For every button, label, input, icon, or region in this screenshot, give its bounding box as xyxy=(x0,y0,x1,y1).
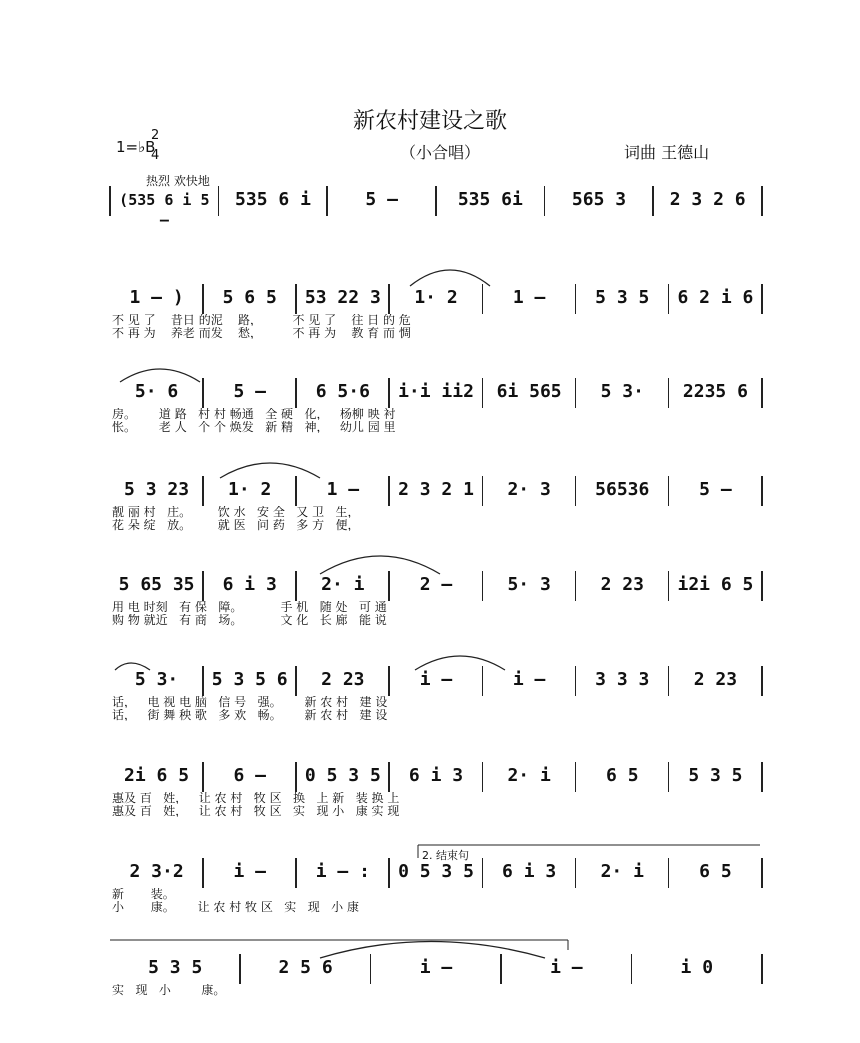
measure-notes: 5 3 5 xyxy=(688,765,743,786)
measure-notes: i – xyxy=(512,669,546,690)
measure-notes: 53 22 3 xyxy=(304,287,381,308)
measure-notes: 56536 xyxy=(595,479,650,500)
measure-notes: 2· i xyxy=(321,574,365,595)
volta-label: 2. 结束句 xyxy=(422,849,469,862)
measure-notes: 5 3 5 6 xyxy=(211,669,288,690)
measure-notes: 5 3 5 xyxy=(595,287,650,308)
measure-notes: i – : xyxy=(315,861,370,882)
lyrics-verse-2: 话， 街 舞 秧 歌 多 欢 畅。 新 农 村 建 设 xyxy=(112,709,388,721)
measure-notes: 6 2 i 6 xyxy=(677,287,754,308)
slur xyxy=(220,463,320,478)
measure-notes: 6 i 3 xyxy=(222,574,277,595)
lyrics-verse-1: 用 电 时刻 有 保 障。 手 机 随 处 可 通 xyxy=(112,601,387,613)
measure-notes: 2 3 2 1 xyxy=(398,479,474,500)
time-signature-top: 2 xyxy=(151,128,160,143)
measure-notes: 2 23 xyxy=(693,669,738,690)
measure-notes: 6 5·6 xyxy=(315,381,370,402)
measure-notes: 535 6 i xyxy=(235,189,311,210)
measure-notes: (535 6 i 5 – xyxy=(119,191,210,229)
measure-notes: 2 23 xyxy=(600,574,644,595)
measure-notes: 5 65 35 xyxy=(118,574,195,595)
lyrics-verse-2: 购 物 就近 有 商 场。 文 化 长 廊 能 说 xyxy=(112,614,387,626)
measure-notes: 565 3 xyxy=(571,189,627,210)
lyrics-verse-1: 靓 丽 村 庄。 饮 水 安 全 又 卫 生， xyxy=(112,506,360,518)
measure-notes: 2 23 xyxy=(321,669,365,690)
lyrics-verse-1: 新 装。 xyxy=(112,888,175,900)
measure-notes: 5 3· xyxy=(600,381,644,402)
measure-notes: 5· 3 xyxy=(507,574,551,595)
measure-notes: 3 3 3 xyxy=(595,669,650,690)
measure-notes: 1 – xyxy=(326,479,360,500)
tempo-marking: 热烈 欢快地 xyxy=(146,174,210,188)
lyrics-verse-2: 花 朵 绽 放。 就 医 问 药 多 方 便， xyxy=(112,519,360,531)
lyrics-verse-2: 怅。 老 人 个 个 焕发 新 精 神， 幼儿 园 里 xyxy=(112,421,396,433)
lyrics-verse-1: 不 见 了 昔日 的泥 路， 不 见 了 往 日 的 危 xyxy=(112,314,411,326)
measure-notes: 5 6 5 xyxy=(222,287,277,308)
measure-notes: 1 – ) xyxy=(129,287,184,308)
measure-notes: 5 3 23 xyxy=(124,479,190,500)
measure-notes: i2i 6 5 xyxy=(677,574,754,595)
slur xyxy=(120,369,200,382)
slur xyxy=(115,663,150,670)
measure-notes: 6 5 xyxy=(606,765,639,786)
measure-notes: 5· 6 xyxy=(134,381,179,402)
measure-notes: i – xyxy=(419,669,453,690)
key-signature: 1=♭B xyxy=(116,138,156,156)
slur xyxy=(320,556,440,574)
measure-notes: 2 5 6 xyxy=(278,957,333,978)
measure-notes: 2· i xyxy=(600,861,644,882)
lyrics-verse-2: 不 再 为 养老 而发 愁， 不 再 为 教 育 而 惆 xyxy=(112,327,411,339)
measure-notes: 5 3· xyxy=(134,669,179,690)
measure-notes: 5 – xyxy=(365,189,398,210)
measure-notes: 6i 565 xyxy=(496,381,562,402)
measure-notes: 5 – xyxy=(699,479,732,500)
measure-notes: i·i ii2 xyxy=(398,381,474,402)
measure-notes: 1· 2 xyxy=(414,287,458,308)
measure-notes: 2 3 2 6 xyxy=(669,189,746,210)
measure-notes: 1· 2 xyxy=(228,479,272,500)
lyrics-verse-1: 房。 道 路 村 村 畅通 全 硬 化， 杨柳 映 衬 xyxy=(112,408,396,420)
measure-notes: 6 – xyxy=(233,765,266,786)
lyrics-verse-1: 话， 电 视 电 脑 信 号 强。 新 农 村 建 设 xyxy=(112,696,388,708)
measure-notes: 1 – xyxy=(512,287,546,308)
measure-notes: i – xyxy=(550,957,583,978)
measure-notes: 2i 6 5 xyxy=(124,765,190,786)
song-subtitle: （小合唱） xyxy=(399,143,480,162)
measure-notes: 2 – xyxy=(419,574,453,595)
measure-notes: 2· 3 xyxy=(507,479,551,500)
measure-notes: 0 5 3 5 xyxy=(304,765,381,786)
measure-notes: 2· i xyxy=(507,765,551,786)
measure-notes: 2 3·2 xyxy=(129,861,184,882)
measure-notes: i – xyxy=(233,861,266,882)
measure-notes: 2235 6 xyxy=(682,381,748,402)
lyrics-verse-2: 小 康。 让 农 村 牧 区 实 现 小 康 xyxy=(112,901,359,913)
lyrics-verse-1: 惠及 百 姓， 让 农 村 牧 区 换 上 新 装 换 上 xyxy=(112,792,400,804)
slur xyxy=(410,270,490,286)
song-title: 新农村建设之歌 xyxy=(352,109,507,134)
measure-notes: 535 6i xyxy=(457,189,523,210)
measure-notes: 6 i 3 xyxy=(408,765,464,786)
lyrics-verse-1: 实 现 小 康。 xyxy=(112,984,226,996)
measure-notes: 0 5 3 5 xyxy=(398,861,474,882)
measure-notes: 6 5 xyxy=(699,861,732,882)
slur xyxy=(320,942,545,959)
measure-notes: i – xyxy=(419,957,453,978)
measure-notes: 5 3 5 xyxy=(148,957,203,978)
measure-notes: i 0 xyxy=(680,957,714,978)
composer-credit: 词曲 王德山 xyxy=(624,143,710,162)
lyrics-verse-2: 惠及 百 姓， 让 农 村 牧 区 实 现 小 康 实 现 xyxy=(112,805,400,817)
measure-notes: 6 i 3 xyxy=(502,861,557,882)
slur xyxy=(415,656,505,670)
time-signature-bottom: 4 xyxy=(151,148,160,163)
measure-notes: 5 – xyxy=(233,381,266,402)
